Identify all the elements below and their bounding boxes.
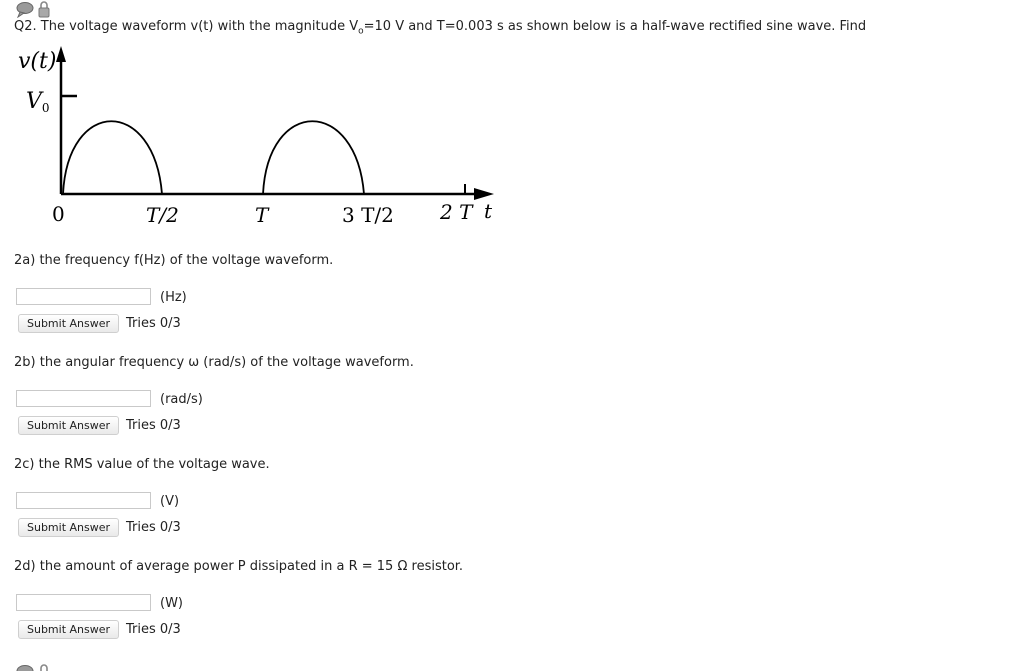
part-d-tries: Tries 0/3 [126,622,181,637]
y-axis-label: v(t) [18,49,57,74]
y-level-label: V0 [26,89,50,115]
tick-label-0: 0 [52,202,65,226]
part-b-submit-button[interactable]: Submit Answer [18,416,119,435]
part-b-tries: Tries 0/3 [126,418,181,433]
part-c-text: 2c) the RMS value of the voltage wave. [14,457,270,472]
half-wave-2 [263,121,364,194]
part-d-unit: (W) [160,596,183,611]
part-c-submit-button[interactable]: Submit Answer [18,518,119,537]
part-b-text: 2b) the angular frequency ω (rad/s) of the voltage waveform. [14,355,414,370]
question-text: Q2. The voltage waveform v(t) with the magnitude $V_o=10$ V and T=0.003 s as shown below is a half-wave rectified sine wave. Find [14,19,867,37]
bottom-toolbar-icons [15,663,51,671]
part-c-unit: (V) [160,494,180,509]
tick-label-2t: 2 T [440,200,473,224]
half-wave-1 [63,121,162,194]
lock-icon[interactable] [37,663,51,671]
part-a-answer-input[interactable] [16,288,151,305]
waveform-graph [0,44,510,234]
part-a-unit: (Hz) [160,290,187,305]
part-d-text: 2d) the amount of average power P dissipated in a R = 15 Ω resistor. [14,559,464,574]
part-d-submit-button[interactable]: Submit Answer [18,620,119,639]
tick-label-t-half: T/2 [146,203,179,227]
toolbar-icons [15,0,51,18]
part-a-submit-button[interactable]: Submit Answer [18,314,119,333]
y-axis-arrow [56,46,66,62]
part-b-answer-input[interactable] [16,390,151,407]
tick-label-3t-half: 3 T/2 [342,203,394,227]
part-c-tries: Tries 0/3 [126,520,181,535]
feedback-icon[interactable] [15,0,35,18]
feedback-icon[interactable] [15,663,35,671]
tick-label-t: T [255,203,269,227]
x-axis-label: t [484,199,493,223]
lock-icon[interactable] [37,0,51,18]
part-a-tries: Tries 0/3 [126,316,181,331]
part-b-unit: (rad/s) [160,392,203,407]
part-c-answer-input[interactable] [16,492,151,509]
part-d-answer-input[interactable] [16,594,151,611]
part-a-text: 2a) the frequency f(Hz) of the voltage waveform. [14,253,334,268]
